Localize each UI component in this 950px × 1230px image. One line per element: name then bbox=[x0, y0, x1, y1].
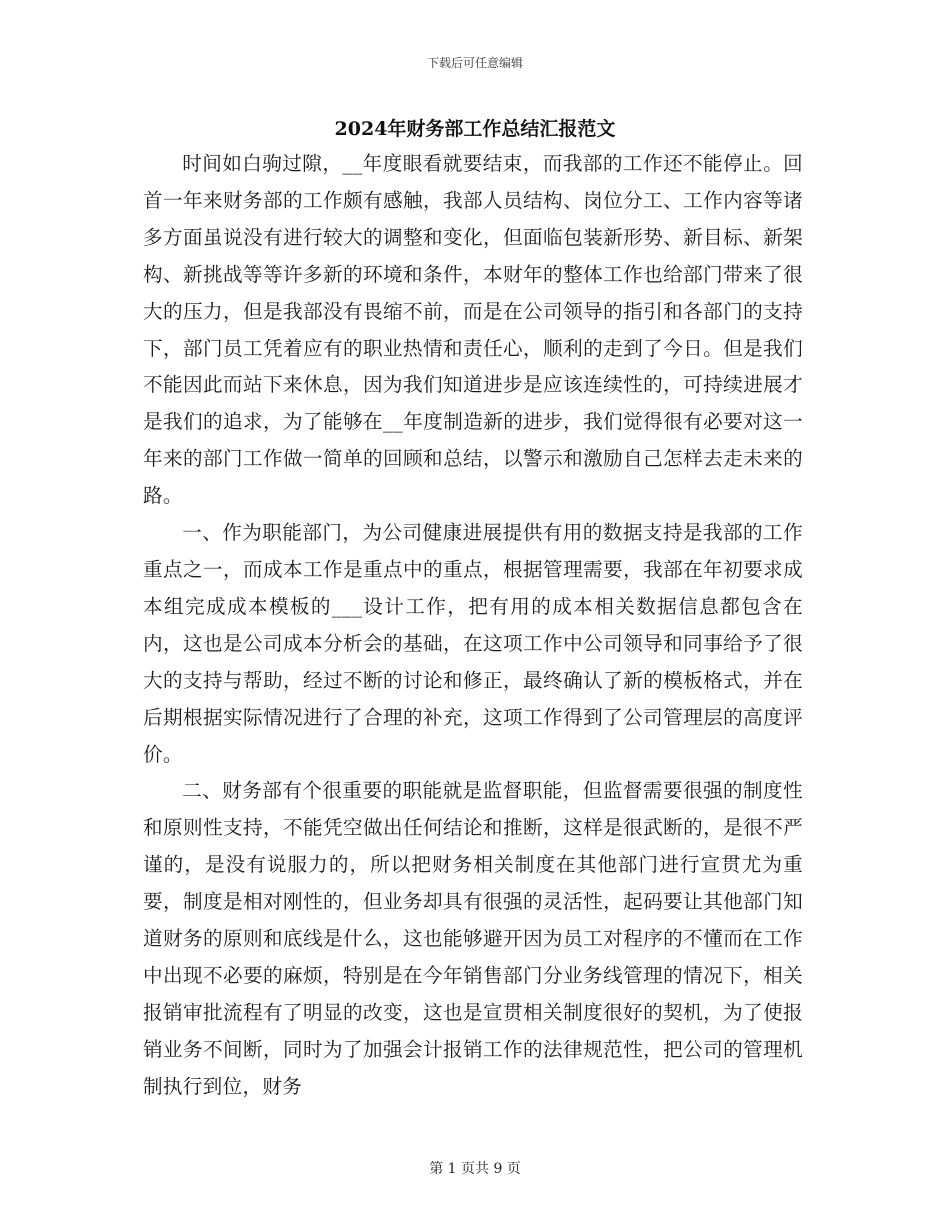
document-title: 2024年财务部工作总结汇报范文 bbox=[334, 118, 616, 140]
paragraph-section-1: 一、作为职能部门，为公司健康进展提供有用的数据支持是我部的工作重点之一，而成本工作是重点中的重点，根据管理需要，我部在年初要求成本组完成成本模板的___设计工作，把有用的成本相关数据信息都包含在内，这也是公司成本分析会的基础，在这项工作中公司领导和同事给予了很大的支持与帮助，经过不断的讨论和修正，最终确认了新的模板格式，并在后期根据实际情况进行了合理的补充，这项工作得到了公司管理层的高度评价。 bbox=[143, 521, 803, 766]
page-number: 第 1 页共 9 页 bbox=[429, 1161, 521, 1177]
document-body bbox=[143, 146, 803, 1106]
page-header-note: 下载后可任意编辑 bbox=[426, 56, 523, 70]
paragraph-section-2: 二、财务部有个很重要的职能就是监督职能，但监督需要很强的制度性和原则性支持，不能凭空做出任何结论和推断，这样是很武断的，是很不严谨的，是没有说服力的，所以把财务相关制度在其他部门进行宣贯尤为重要，制度是相对刚性的，但业务却具有很强的灵活性，起码要让其他部门知道财务的原则和底线是什么，这也能够避开因为员工对程序的不懂而在工作中出现不必要的麻烦，特别是在今年销售部门分业务线管理的情况下，相关报销审批流程有了明显的改变，这也是宣贯相关制度很好的契机，为了使报销业务不间断，同时为了加强会计报销工作的法律规范性，把公司的管理机制执行到位，财务 bbox=[143, 779, 803, 1098]
paragraph-intro: 时间如白驹过隙，__年度眼看就要结束，而我部的工作还不能停止。回首一年来财务部的工作颇有感触，我部人员结构、岗位分工、工作内容等诸多方面虽说没有进行较大的调整和变化，但面临包装新形势、新目标、新架构、新挑战等等许多新的环境和条件，本财年的整体工作也给部门带来了很大的压力，但是我部没有畏缩不前，而是在公司领导的指引和各部门的支持下，部门员工凭着应有的职业热情和责任心，顺利的走到了今日。但是我们不能因此而站下来休息，因为我们知道进步是应该连续性的，可持续进展才是我们的追求，为了能够在__年度制造新的进步，我们觉得很有必要对这一年来的部门工作做一简单的回顾和总结，以警示和激励自己怎样去走未来的路。 bbox=[143, 152, 803, 508]
